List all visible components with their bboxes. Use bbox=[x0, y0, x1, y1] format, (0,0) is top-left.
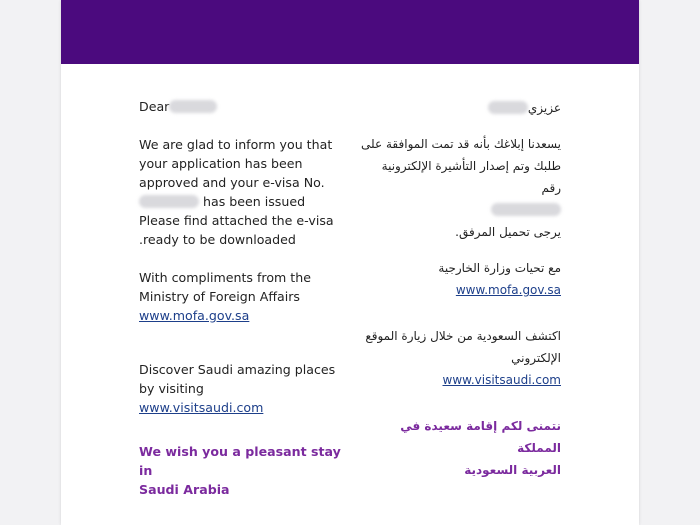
email-sheet bbox=[61, 0, 639, 525]
header-banner bbox=[61, 0, 639, 64]
greeting-ar bbox=[361, 97, 561, 119]
approval-paragraph-ar bbox=[361, 133, 561, 243]
visitsaudi-link-en[interactable]: www.visitsaudi.com bbox=[139, 400, 264, 415]
approval-line-3: approved and your e-visa No. bbox=[139, 175, 325, 190]
redacted-visa-number-ar bbox=[491, 203, 561, 216]
greeting-text: Dear bbox=[139, 99, 170, 114]
visitsaudi-link-ar[interactable]: www.visitsaudi.com bbox=[442, 373, 561, 387]
approval-line-2: your application has been bbox=[139, 156, 303, 171]
discover-line-2: by visiting bbox=[139, 381, 204, 396]
discover-line-1-ar: اكتشف السعودية من خلال زيارة الموقع bbox=[365, 329, 561, 343]
wish-line-1-ar: نتمنى لكم إقامة سعيدة في المملكة bbox=[400, 419, 561, 455]
discover-line-2-ar: الإلكتروني bbox=[511, 351, 561, 365]
approval-line-3-ar: يرجى تحميل المرفق. bbox=[455, 225, 561, 239]
approval-line-6: .ready to be downloaded bbox=[139, 232, 296, 247]
mofa-link-en[interactable]: www.mofa.gov.sa bbox=[139, 308, 250, 323]
redacted-visa-number bbox=[139, 195, 199, 208]
approval-line-2-ar: طلبك وتم إصدار التأشيرة الإلكترونية رقم bbox=[381, 159, 561, 195]
wish-line-2-ar: العربية السعودية bbox=[464, 463, 561, 477]
approval-line-1: We are glad to inform you that bbox=[139, 137, 333, 152]
wish-ar bbox=[361, 415, 561, 481]
approval-line-1-ar: يسعدنا إبلاغك بأنه قد تمت الموافقة على bbox=[361, 137, 561, 151]
english-column bbox=[139, 97, 349, 499]
mofa-link-ar[interactable]: www.mofa.gov.sa bbox=[455, 283, 561, 297]
compliments-ar bbox=[361, 257, 561, 301]
compliments-line-1: With compliments from the bbox=[139, 270, 311, 285]
compliments-line-2: Ministry of Foreign Affairs bbox=[139, 289, 300, 304]
wish-line-1: We wish you a pleasant stay in bbox=[139, 444, 341, 478]
compliments-line-ar: مع تحيات وزارة الخارجية bbox=[438, 261, 561, 275]
discover-en bbox=[139, 360, 349, 417]
arabic-column bbox=[361, 97, 561, 481]
compliments-en bbox=[139, 268, 349, 325]
redacted-name bbox=[169, 100, 217, 113]
greeting-text-ar: عزيزي bbox=[527, 101, 561, 115]
approval-line-4: has been issued bbox=[203, 194, 306, 209]
discover-line-1: Discover Saudi amazing places bbox=[139, 362, 336, 377]
approval-paragraph-en bbox=[139, 135, 349, 249]
redacted-name-ar bbox=[488, 101, 528, 114]
discover-ar bbox=[361, 325, 561, 391]
approval-line-5: Please find attached the e-visa bbox=[139, 213, 334, 228]
wish-en bbox=[139, 442, 349, 499]
wish-line-2: Saudi Arabia bbox=[139, 482, 230, 497]
greeting-en bbox=[139, 97, 349, 116]
